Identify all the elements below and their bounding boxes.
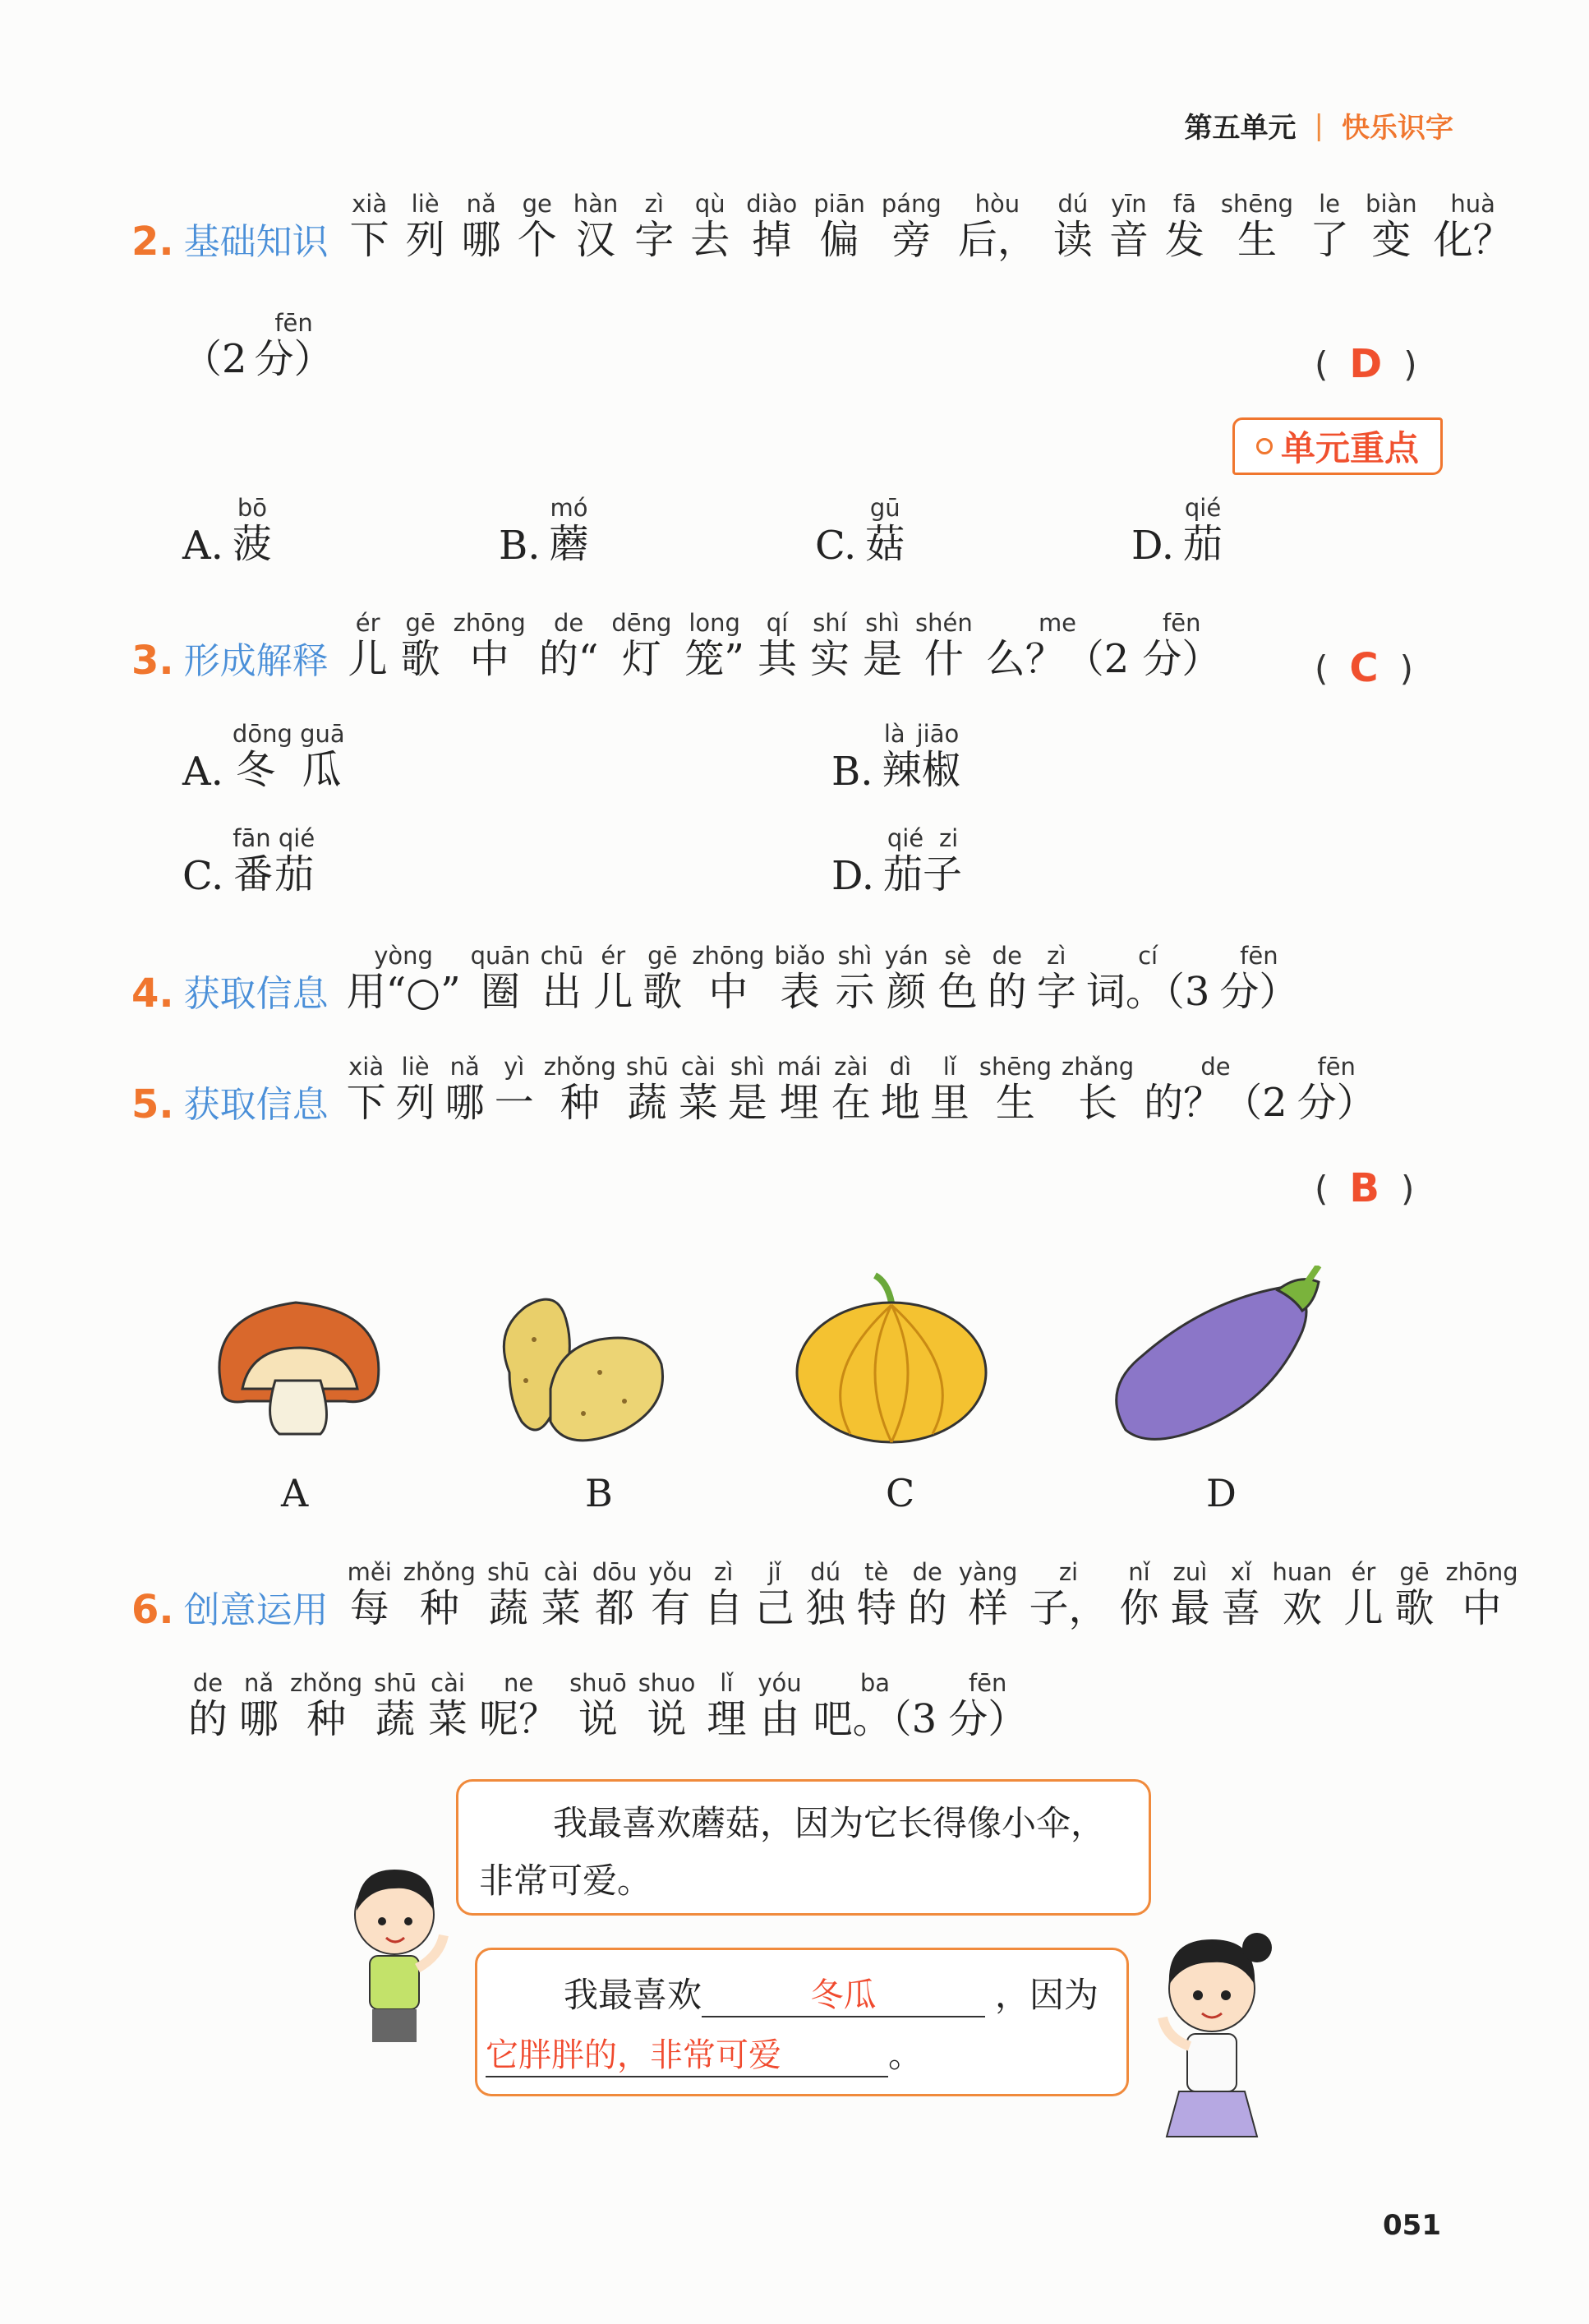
question-tag: 形成解释 — [183, 640, 329, 682]
ruby-char: 分）fēn — [1219, 942, 1299, 1015]
ruby-char: 每měi — [347, 1558, 392, 1631]
ruby-char: 分）fēn — [1142, 609, 1222, 682]
ruby-char: 化？huà — [1433, 190, 1513, 263]
ruby-char: 儿ér — [1343, 1558, 1384, 1631]
mushroom-icon — [219, 1303, 379, 1434]
unit-header — [1185, 105, 1453, 145]
ruby-char: 偏piān — [813, 190, 865, 263]
ruby-char: 的de — [987, 942, 1027, 1015]
ruby-char: 列liè — [405, 190, 445, 263]
ruby-char: 颜yán — [884, 942, 928, 1015]
speech-bubble-boy — [456, 1779, 1151, 1916]
ruby-char: 是shì — [727, 1053, 767, 1126]
ruby-char: 下xià — [349, 190, 389, 263]
ruby-char: 歌gē — [643, 942, 683, 1015]
answer-box-q3: ( C ) — [1315, 645, 1414, 691]
answer-box-q2: ( D ) — [1315, 341, 1417, 387]
ruby-char: 分）fēn — [948, 1669, 1028, 1742]
handwritten-reason: 它胖胖的，非常可爱 — [486, 2036, 781, 2074]
ruby-char: 笼”long — [684, 609, 744, 682]
ruby-char: 哪nǎ — [461, 190, 501, 263]
answer-box-q5: ( B ) — [1315, 1165, 1415, 1211]
ruby-char: 字zì — [1036, 942, 1076, 1015]
question-text — [342, 942, 1304, 1017]
question-2-options — [182, 494, 1448, 569]
ruby-char: 灯dēng — [611, 609, 672, 682]
bubble-mid: ，因为 — [995, 1975, 1099, 2015]
option-item: B. 蘑mó — [499, 494, 589, 569]
ruby-char: 埋mái — [776, 1053, 822, 1126]
question-number: 5. — [131, 1081, 174, 1127]
ruby-char: 喜xǐ — [1221, 1558, 1261, 1631]
ruby-char: 的de — [907, 1558, 947, 1631]
ruby-char: 中zhōng — [453, 609, 526, 682]
ruby-char: 用“○”yòng — [346, 942, 461, 1015]
ruby-char: 种zhǒng — [403, 1558, 476, 1631]
ruby-char: 生shēng — [1220, 190, 1294, 263]
question-text — [342, 1053, 1381, 1127]
ruby-char: 一yì — [494, 1053, 534, 1126]
ruby-char: 特tè — [856, 1558, 896, 1631]
ruby-char: 实shí — [809, 609, 850, 682]
question-number: 4. — [131, 971, 174, 1017]
ruby-char: 掉diào — [746, 190, 798, 263]
image-label-c: C — [886, 1471, 915, 1515]
eggplant-icon — [1117, 1266, 1319, 1439]
ruby-char: 圈quān — [470, 942, 531, 1015]
ruby-char: 去qù — [690, 190, 730, 263]
option-item: C. 菇gū — [815, 494, 905, 569]
ruby-char: 呢？ne — [479, 1669, 559, 1742]
question-tag: 获取信息 — [183, 1084, 329, 1126]
badge-text: 单元重点 — [1280, 428, 1419, 468]
ruby-char: 菜cài — [678, 1053, 718, 1126]
option-item: C. 番茄fān qié — [182, 824, 315, 899]
ruby-char: 中zhōng — [692, 942, 765, 1015]
image-label-a: A — [281, 1471, 309, 1515]
ruby-char: 的de — [188, 1669, 228, 1742]
ruby-char: 表biǎo — [774, 942, 826, 1015]
question-tag: 创意运用 — [183, 1589, 329, 1631]
ruby-char: 么？（2me — [985, 609, 1130, 682]
ruby-char: 列liè — [395, 1053, 435, 1126]
unit-title: 第五单元 — [1184, 112, 1297, 145]
ruby-char: 是shì — [862, 609, 902, 682]
ruby-char: 下xià — [346, 1053, 386, 1126]
ruby-char: 都dōu — [592, 1558, 638, 1631]
ruby-char: 说shuo — [638, 1669, 696, 1742]
bubble-fill-line2 — [486, 2028, 923, 2077]
question-tag: 获取信息 — [183, 973, 329, 1015]
ruby-char: 读dú — [1052, 190, 1093, 263]
ruby-char: 理lǐ — [707, 1669, 747, 1742]
ruby-char: 汉hàn — [573, 190, 619, 263]
pumpkin-icon — [797, 1275, 986, 1442]
ruby-char: 哪nǎ — [239, 1669, 279, 1742]
ruby-char: 词。（3cí — [1085, 942, 1210, 1015]
ruby-char: 的？（2de — [1144, 1053, 1287, 1126]
option-item: D. 茄qié — [1131, 494, 1223, 569]
ruby-char: 菜cài — [541, 1558, 581, 1631]
option-item: D. 茄子qié zi — [831, 824, 963, 899]
question-3 — [131, 609, 1227, 684]
ruby-char: 蔬shū — [625, 1053, 669, 1126]
answer-field-reason[interactable] — [486, 2029, 888, 2077]
ruby-char: 其qí — [757, 609, 797, 682]
ruby-char: 在zài — [831, 1053, 871, 1126]
ruby-char: 后，hòu — [957, 190, 1037, 263]
girl-character-icon — [1134, 1915, 1290, 2153]
ruby-char: 吧。（3ba — [813, 1669, 937, 1742]
image-label-b: B — [585, 1471, 613, 1515]
ruby-char: 种zhǒng — [290, 1669, 363, 1742]
ruby-char: 里lǐ — [929, 1053, 970, 1126]
ruby-char: 歌gē — [1394, 1558, 1435, 1631]
option-item: B. 辣椒là jiāo — [831, 720, 961, 795]
ruby-char: 说shuō — [569, 1669, 627, 1742]
question-3-options — [182, 720, 1448, 899]
ruby-char: 什shén — [915, 609, 973, 682]
ruby-char: 色sè — [937, 942, 978, 1015]
answer-field-favorite[interactable] — [702, 1969, 985, 2017]
ruby-char: 的“de — [538, 609, 599, 682]
question-5 — [131, 1053, 1381, 1127]
question-text — [342, 1558, 1524, 1633]
question-2 — [131, 190, 1521, 265]
ruby-char: 了le — [1310, 190, 1350, 263]
ruby-char: 菜cài — [428, 1669, 468, 1742]
bubble-text-line1: 我最喜欢蘑菇，因为它长得像小伞， — [553, 1803, 1106, 1843]
ruby-char: 个ge — [517, 190, 557, 263]
score-text: 分）fēn — [254, 309, 334, 382]
question-tag: 基础知识 — [183, 221, 329, 263]
question-number: 2. — [131, 219, 174, 265]
ruby-char: 己jǐ — [754, 1558, 794, 1631]
unit-key-badge — [1232, 417, 1443, 475]
bubble-end: 。 — [888, 2035, 923, 2075]
bubble-prefix: 我最喜欢 — [564, 1975, 702, 2015]
ruby-char: 自zì — [703, 1558, 744, 1631]
speech-bubble-girl — [475, 1948, 1129, 2096]
ruby-char: 地dì — [880, 1053, 920, 1126]
boy-character-icon — [345, 1849, 460, 2054]
question-2-score: （2 分）fēn — [182, 309, 334, 382]
handwritten-favorite: 冬瓜 — [810, 1976, 877, 2014]
ruby-char: 欢huan — [1272, 1558, 1333, 1631]
ruby-char: 子，zi — [1029, 1558, 1108, 1631]
question-text — [182, 1669, 1033, 1744]
option-item: A. 菠bō — [182, 494, 272, 569]
question-text — [342, 190, 1521, 265]
ruby-char: 出chū — [540, 942, 584, 1015]
question-number: 3. — [131, 638, 174, 684]
answer-q2: D — [1349, 341, 1383, 387]
potato-icon — [504, 1299, 662, 1441]
topic-title: 快乐识字 — [1342, 112, 1453, 145]
ruby-char: 儿ér — [348, 609, 388, 682]
page-number: 051 — [1383, 2209, 1441, 2242]
ruby-char: 样yàng — [958, 1558, 1018, 1631]
ruby-char: 示shì — [835, 942, 875, 1015]
question-text — [342, 609, 1228, 684]
ruby-char: 蔬shū — [486, 1558, 530, 1631]
ruby-char: 生shēng — [979, 1053, 1052, 1126]
ruby-char: 中zhōng — [1445, 1558, 1518, 1631]
ruby-char: 变biàn — [1366, 190, 1417, 263]
ruby-char: 歌gē — [400, 609, 440, 682]
ruby-char: 旁páng — [881, 190, 942, 263]
bubble-text-line2: 非常可爱。 — [479, 1861, 652, 1901]
ruby-char: 你nǐ — [1119, 1558, 1159, 1631]
question-4 — [131, 942, 1303, 1017]
question-6-line2 — [182, 1669, 1033, 1744]
ruby-char: 儿ér — [593, 942, 633, 1015]
ruby-char: 独dú — [805, 1558, 845, 1631]
vegetable-images — [197, 1266, 1364, 1463]
option-item: A. 冬 瓜dōng guā — [182, 720, 345, 795]
ruby-char: 发fā — [1164, 190, 1204, 263]
question-6 — [131, 1558, 1524, 1633]
badge-dot-icon — [1256, 438, 1273, 454]
ruby-char: 长zhǎng — [1062, 1053, 1135, 1126]
ruby-char: 蔬shū — [374, 1669, 417, 1742]
ruby-char: 由yóu — [758, 1669, 802, 1742]
ruby-char: 种zhǒng — [543, 1053, 616, 1126]
question-number: 6. — [131, 1587, 174, 1633]
ruby-char: 哪nǎ — [444, 1053, 485, 1126]
ruby-char: 有yǒu — [648, 1558, 693, 1631]
image-label-d: D — [1206, 1471, 1237, 1515]
answer-q5: B — [1349, 1165, 1379, 1211]
answer-q3: C — [1349, 645, 1379, 691]
ruby-char: 分）fēn — [1297, 1053, 1376, 1126]
bubble-fill-line1 — [564, 1968, 1098, 2017]
header-separator: | — [1314, 108, 1324, 142]
ruby-char: 字zì — [634, 190, 675, 263]
ruby-char: 最zuì — [1170, 1558, 1210, 1631]
ruby-char: 音yīn — [1108, 190, 1149, 263]
